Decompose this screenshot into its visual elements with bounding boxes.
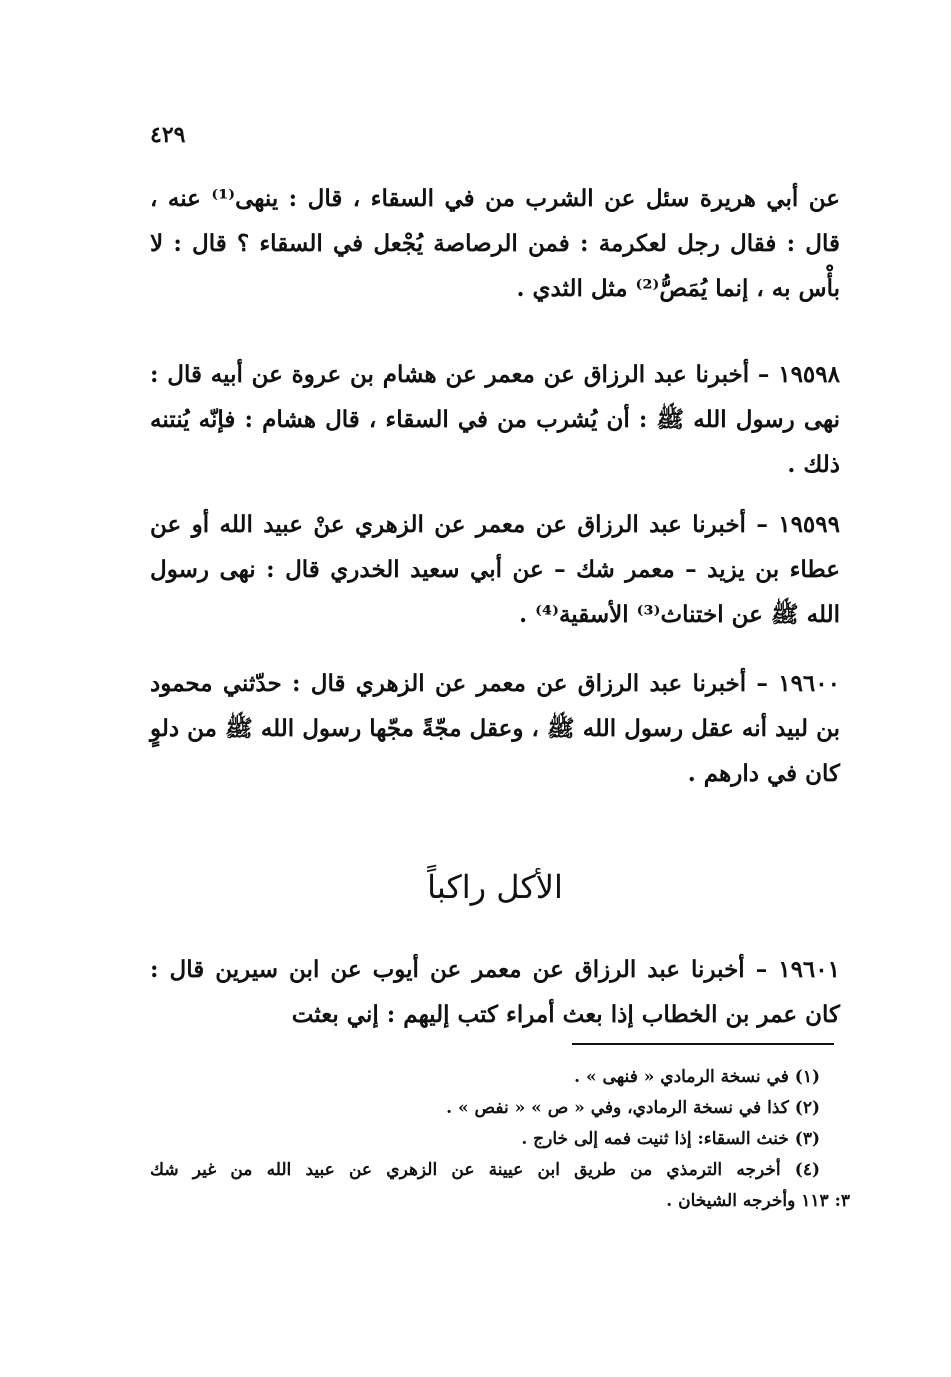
hadith-19599 <box>150 502 840 637</box>
hadith-paragraph <box>150 176 840 311</box>
hadith-19600 <box>150 661 840 796</box>
paragraph-text: ١٩٦٠٠ – أخبرنا عبد الرزاق عن معمر عن الزهري قال : حدّثني محمود بن لبيد أنه عقل رسول الله ﷺ ، وعقل مجّةً مجّها رسول الله ﷺ من دلوٍ كان في دارهم . <box>150 670 840 787</box>
page-number: ٤٢٩ <box>150 122 186 148</box>
footnotes <box>150 1062 850 1217</box>
footnote-4: (٤) أخرجه الترمذي من طريق ابن عيينة عن الزهري عن عبيد الله من غير شك <box>150 1160 820 1180</box>
paragraph-text: ١٩٦٠١ – أخبرنا عبد الرزاق عن معمر عن أيوب عن ابن سيرين قال : كان عمر بن الخطاب إذا بعث أمراء كتب إليهم : إني بعثت <box>150 956 840 1028</box>
footnote-2: (٢) كذا في نسخة الرمادي، وفي « ص » « نفص » . <box>446 1098 820 1118</box>
section-heading: الأكل راكباً <box>427 868 563 906</box>
paragraph-text: ١٩٥٩٨ – أخبرنا عبد الرزاق عن معمر عن هشام بن عروة عن أبيه قال : نهى رسول الله ﷺ : أن يُشرب من في السقاء ، قال هشام : فإنّه يُنتنه ذلك . <box>150 361 840 478</box>
footnote-1: (١) في نسخة الرمادي « فنهى » . <box>574 1067 820 1087</box>
hadith-19601 <box>150 947 840 1037</box>
hadith-19598 <box>150 352 840 487</box>
footnote-4-continuation: ٣: ١١٣ وأخرجه الشيخان . <box>666 1191 850 1211</box>
paragraph-text: عن أبي هريرة سئل عن الشرب من في السقاء ، قال : ينهى⁽¹⁾ عنه ، قال : فقال رجل لعكرمة : فمن الرصاصة يُجْعل في السقاء ؟ قال : لا بأْس به ، إنما يُمَصُّ⁽²⁾ مثل الثدي . <box>150 185 840 302</box>
paragraph-text: ١٩٥٩٩ – أخبرنا عبد الرزاق عن معمر عن الزهري عنْ عبيد الله أو عن عطاء بن يزيد – معمر شك – عن أبي سعيد الخدري قال : نهى رسول الله ﷺ عن اختناث⁽³⁾ الأسقية⁽⁴⁾ . <box>150 511 840 628</box>
footnote-divider <box>572 1043 834 1045</box>
footnote-3: (٣) خنث السقاء: إذا ثنيت فمه إلى خارج . <box>521 1129 820 1149</box>
